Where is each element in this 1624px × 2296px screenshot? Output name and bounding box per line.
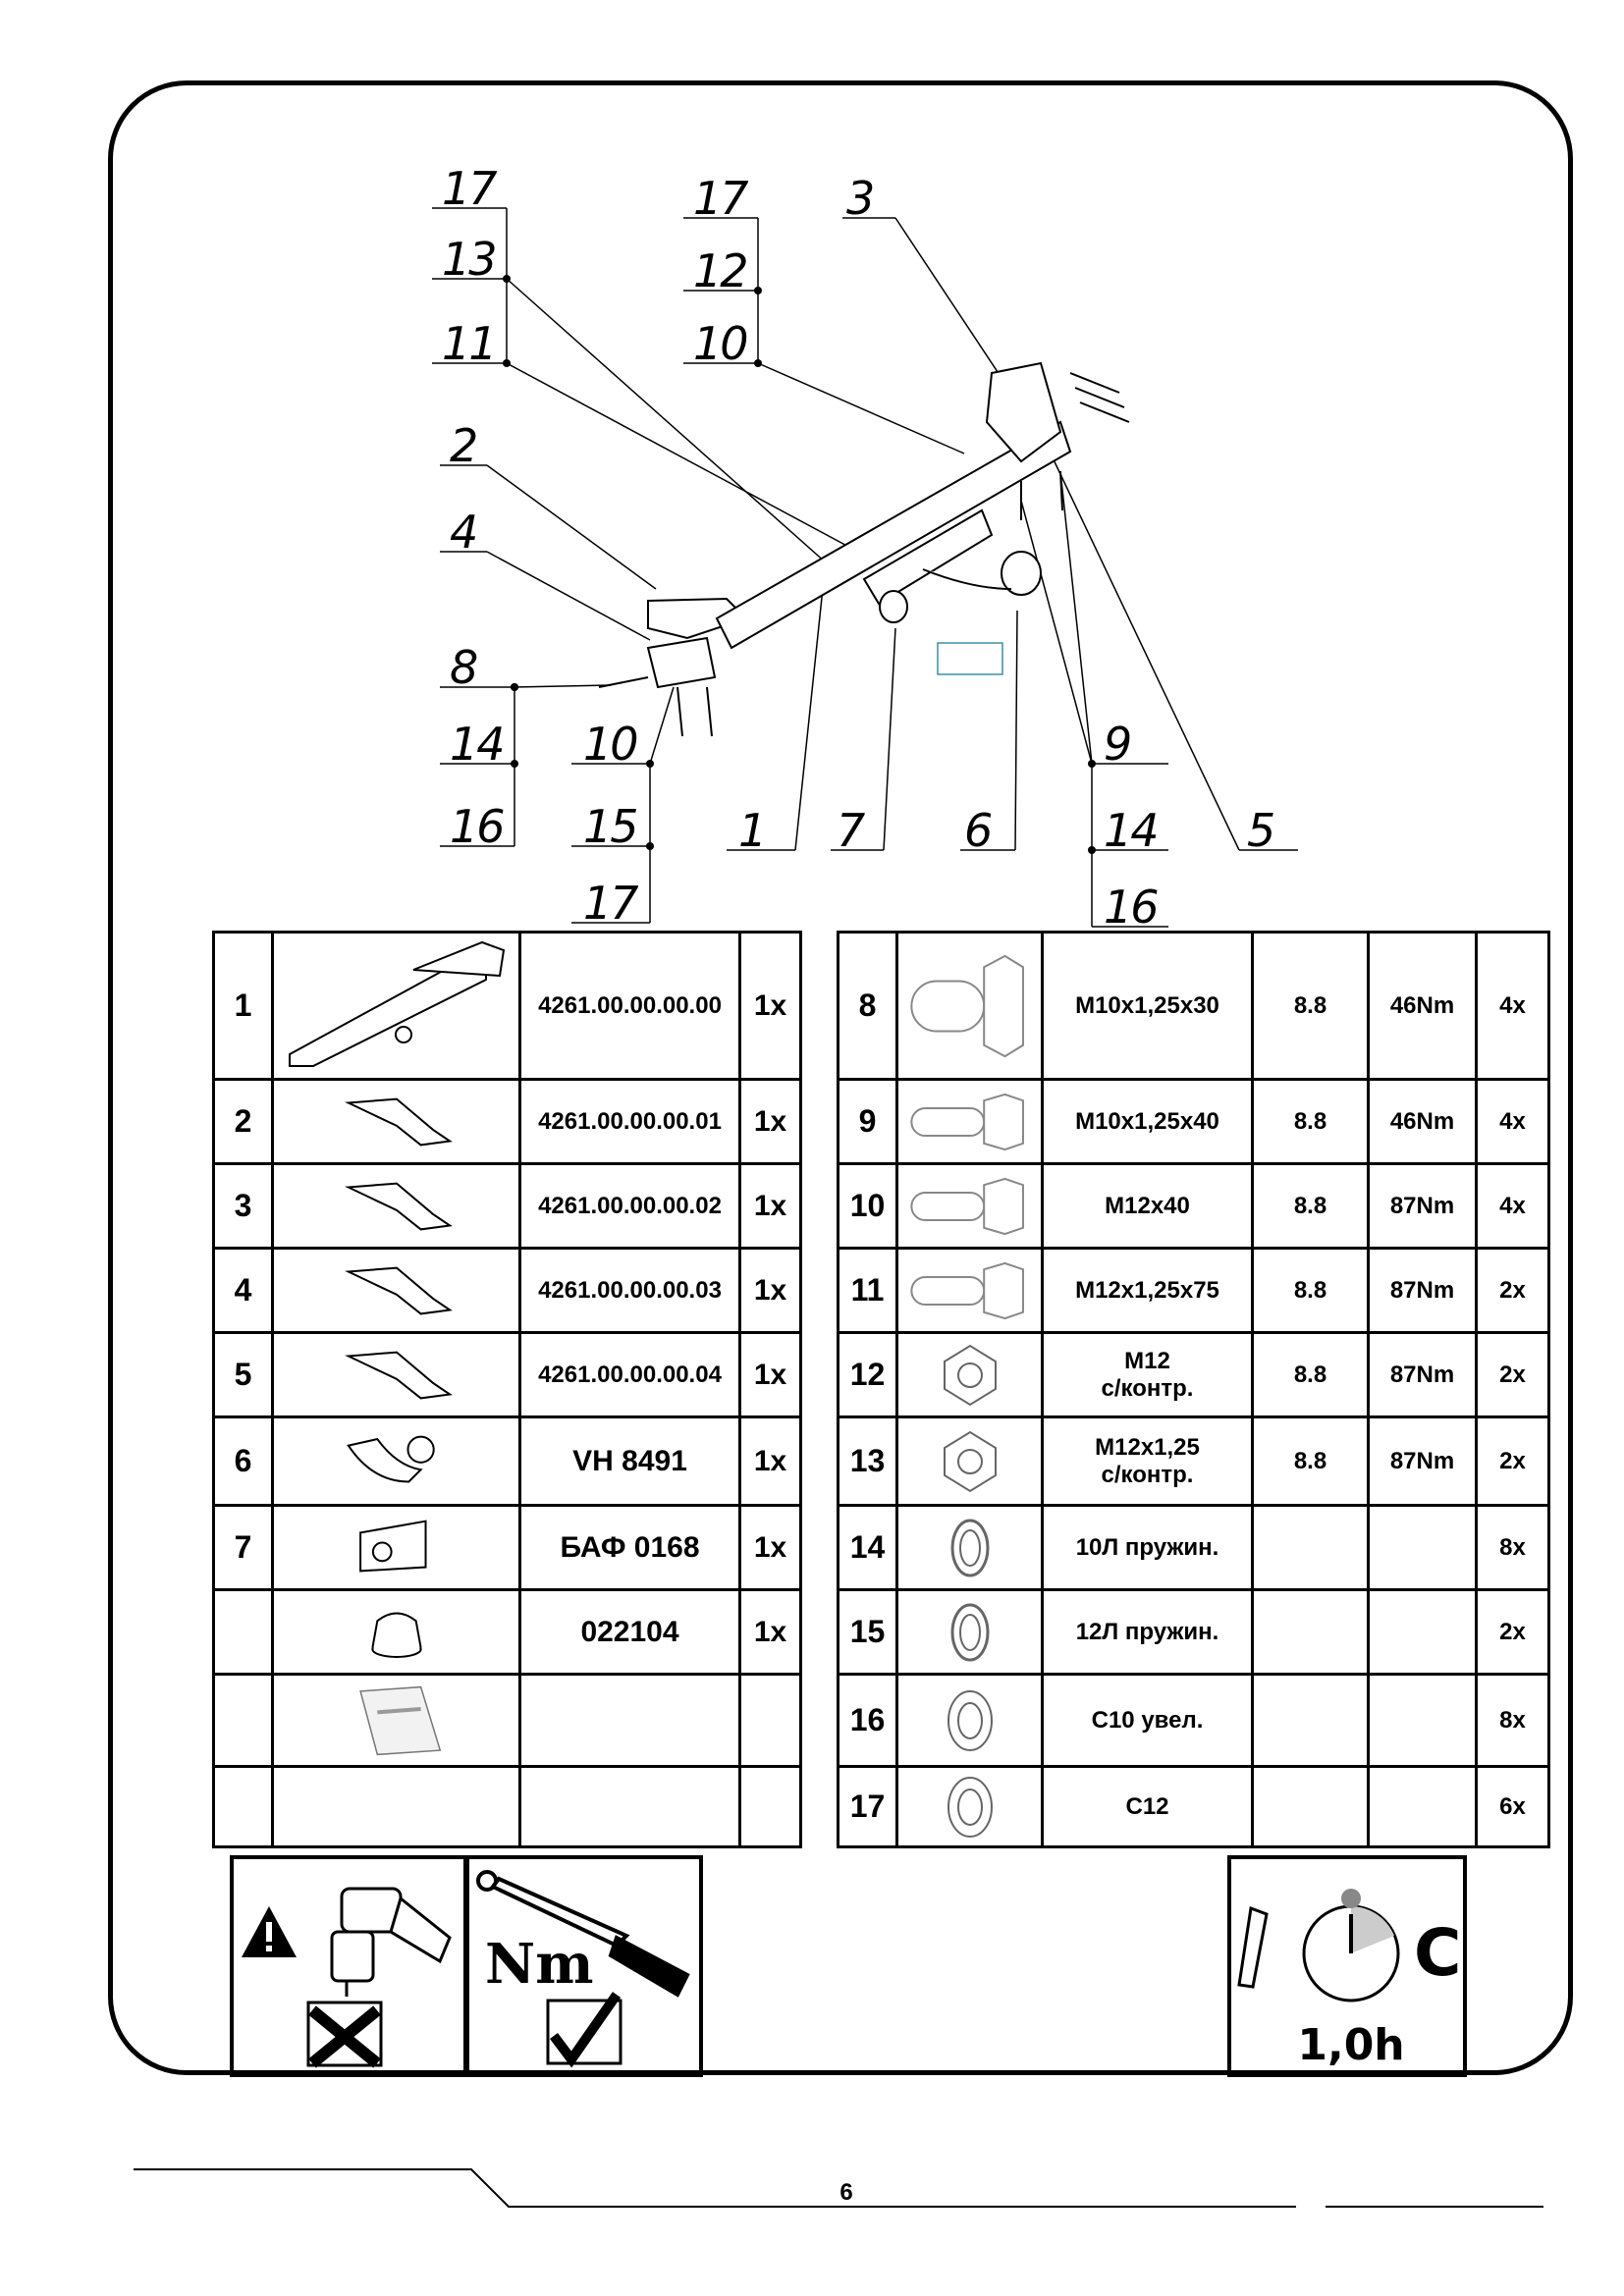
page-number: 6 <box>839 2179 853 2206</box>
bracket-icon <box>276 1337 517 1414</box>
callout-5: 5 <box>1247 804 1274 857</box>
hardware-row <box>839 1333 1549 1417</box>
part-picture <box>273 1590 520 1675</box>
part-quantity: 1x <box>740 933 801 1080</box>
part-code <box>520 1675 740 1767</box>
hardware-quantity: 4x <box>1477 1164 1549 1249</box>
hardware-spec-cell <box>1043 1417 1253 1506</box>
callout-8: 8 <box>450 641 477 694</box>
hardware-spec: M12x1,25 <box>1095 1433 1200 1461</box>
hardware-number: 12 <box>839 1333 897 1417</box>
callout-17: 17 <box>693 172 747 225</box>
socket-plate-icon <box>276 1510 517 1586</box>
part-number: 2 <box>214 1080 273 1164</box>
part-number <box>214 1675 273 1767</box>
part-quantity: 1x <box>740 1590 801 1675</box>
hardware-spec-cell <box>1043 1506 1253 1590</box>
tightening-torque: 87Nm <box>1369 1164 1477 1249</box>
torque-label: Nm <box>485 1932 594 1997</box>
callout-1: 1 <box>738 804 766 857</box>
part-row <box>214 1164 801 1249</box>
nut-icon <box>900 1337 1040 1414</box>
part-quantity: 1x <box>740 1506 801 1590</box>
bracket-icon <box>276 1168 517 1245</box>
part-picture <box>273 1506 520 1590</box>
part-quantity <box>740 1675 801 1767</box>
hardware-number: 8 <box>839 933 897 1080</box>
strength-class <box>1253 1675 1369 1767</box>
hardware-spec-cell <box>1043 1249 1253 1333</box>
part-code: БАФ 0168 <box>520 1506 740 1590</box>
tightening-torque <box>1369 1767 1477 1847</box>
hardware-quantity: 6x <box>1477 1767 1549 1847</box>
hardware-picture <box>897 1767 1043 1847</box>
callout-17: 17 <box>442 162 496 215</box>
strength-class <box>1253 1590 1369 1675</box>
part-row <box>214 1767 801 1847</box>
part-row <box>214 1675 801 1767</box>
hardware-spec: C12 <box>1125 1792 1169 1820</box>
hardware-row <box>839 1675 1549 1767</box>
callout-16: 16 <box>450 800 504 853</box>
hardware-spec-cell <box>1043 1767 1253 1847</box>
spring-washer-icon <box>900 1594 1040 1671</box>
part-quantity: 1x <box>740 1417 801 1506</box>
callout-15: 15 <box>583 800 637 853</box>
empty-cell <box>276 1771 517 1843</box>
part-row <box>214 1249 801 1333</box>
hardware-number: 11 <box>839 1249 897 1333</box>
manual-icon <box>276 1679 517 1763</box>
hardware-picture <box>897 1164 1043 1249</box>
part-quantity: 1x <box>740 1333 801 1417</box>
hardware-row <box>839 1249 1549 1333</box>
hardware-quantity: 8x <box>1477 1506 1549 1590</box>
hardware-picture <box>897 1506 1043 1590</box>
hardware-spec: M12 <box>1124 1347 1170 1374</box>
torque-wrench-box <box>465 1855 703 2077</box>
install-time-graphic <box>1231 1859 1463 2016</box>
hardware-spec-cell <box>1043 1590 1253 1675</box>
part-picture <box>273 1164 520 1249</box>
part-number: 6 <box>214 1417 273 1506</box>
hardware-picture <box>897 933 1043 1080</box>
strength-class <box>1253 1506 1369 1590</box>
nut-icon <box>900 1421 1040 1502</box>
tightening-torque <box>1369 1506 1477 1590</box>
part-picture <box>273 1767 520 1847</box>
ball-cap-icon <box>276 1594 517 1671</box>
spanner-icon <box>1239 1908 1267 1987</box>
hardware-spec-cell <box>1043 1675 1253 1767</box>
bracket-icon <box>276 1084 517 1160</box>
strength-class: 8.8 <box>1253 1417 1369 1506</box>
hardware-number: 17 <box>839 1767 897 1847</box>
callout-14: 14 <box>450 718 504 771</box>
part-row <box>214 1590 801 1675</box>
part-number: 5 <box>214 1333 273 1417</box>
tightening-torque <box>1369 1675 1477 1767</box>
part-code: VH 8491 <box>520 1417 740 1506</box>
part-row <box>214 1333 801 1417</box>
no-impact-wrench-box <box>230 1855 467 2077</box>
hardware-quantity: 4x <box>1477 1080 1549 1164</box>
hardware-row <box>839 1506 1549 1590</box>
hardware-number: 14 <box>839 1506 897 1590</box>
bolt-icon <box>900 936 1040 1076</box>
hardware-quantity: 2x <box>1477 1249 1549 1333</box>
hardware-quantity: 2x <box>1477 1333 1549 1417</box>
tow-ball-icon <box>276 1421 517 1502</box>
washer-icon <box>900 1679 1040 1763</box>
hardware-spec-cell <box>1043 1080 1253 1164</box>
part-picture <box>273 1249 520 1333</box>
part-code: 4261.00.00.00.01 <box>520 1080 740 1164</box>
hardware-quantity: 8x <box>1477 1675 1549 1767</box>
callout-2: 2 <box>450 419 477 472</box>
part-number <box>214 1590 273 1675</box>
callout-3: 3 <box>846 172 874 225</box>
part-picture <box>273 1080 520 1164</box>
spring-washer-icon <box>900 1510 1040 1586</box>
hardware-picture <box>897 1080 1043 1164</box>
part-row <box>214 1506 801 1590</box>
footer-rule <box>0 2150 1624 2228</box>
part-quantity: 1x <box>740 1249 801 1333</box>
callout-9: 9 <box>1104 718 1131 771</box>
part-code: 4261.00.00.00.00 <box>520 933 740 1080</box>
part-number <box>214 1767 273 1847</box>
hardware-spec: M12x40 <box>1105 1192 1190 1219</box>
install-time: 1,0h <box>1297 2020 1405 2070</box>
hardware-row <box>839 1417 1549 1506</box>
callout-14: 14 <box>1104 804 1158 857</box>
tightening-torque: 87Nm <box>1369 1249 1477 1333</box>
part-code: 4261.00.00.00.03 <box>520 1249 740 1333</box>
hardware-number: 10 <box>839 1164 897 1249</box>
torque-wrench-icon <box>469 1859 699 2073</box>
hardware-row <box>839 1164 1549 1249</box>
part-number: 1 <box>214 933 273 1080</box>
part-row <box>214 1080 801 1164</box>
hardware-quantity: 2x <box>1477 1590 1549 1675</box>
callout-12: 12 <box>693 244 747 297</box>
hardware-picture <box>897 1675 1043 1767</box>
exploded-diagram <box>0 0 1624 942</box>
bolt-icon <box>900 1168 1040 1245</box>
part-row <box>214 933 801 1080</box>
callout-11: 11 <box>442 317 496 370</box>
part-number: 4 <box>214 1249 273 1333</box>
hardware-spec: C10 увел. <box>1091 1706 1204 1734</box>
hardware-table <box>837 931 1550 1848</box>
hardware-picture <box>897 1333 1043 1417</box>
tightening-torque: 87Nm <box>1369 1333 1477 1417</box>
part-picture <box>273 1333 520 1417</box>
hardware-picture <box>897 1249 1043 1333</box>
part-code: 4261.00.00.00.02 <box>520 1164 740 1249</box>
hardware-number: 15 <box>839 1590 897 1675</box>
impact-wrench-icon <box>234 1859 463 2073</box>
hardware-row <box>839 1590 1549 1675</box>
hardware-spec-cell <box>1043 933 1253 1080</box>
hardware-spec: M10x1,25x40 <box>1075 1107 1219 1135</box>
callout-4: 4 <box>450 506 477 559</box>
strength-class: 8.8 <box>1253 933 1369 1080</box>
hardware-picture <box>897 1417 1043 1506</box>
part-picture <box>273 933 520 1080</box>
grade-letter: C <box>1414 1915 1462 1991</box>
hardware-spec-note: с/контр. <box>1101 1374 1194 1402</box>
hardware-spec: 10Л пружин. <box>1075 1533 1219 1561</box>
bolt-icon <box>900 1084 1040 1160</box>
part-code: 022104 <box>520 1590 740 1675</box>
hardware-number: 13 <box>839 1417 897 1506</box>
hardware-row <box>839 933 1549 1080</box>
callout-10: 10 <box>693 317 747 370</box>
part-quantity: 1x <box>740 1164 801 1249</box>
strength-class: 8.8 <box>1253 1080 1369 1164</box>
callout-16: 16 <box>1104 881 1158 934</box>
part-picture <box>273 1417 520 1506</box>
hardware-quantity: 2x <box>1477 1417 1549 1506</box>
strength-class: 8.8 <box>1253 1333 1369 1417</box>
tightening-torque: 87Nm <box>1369 1417 1477 1506</box>
part-number: 3 <box>214 1164 273 1249</box>
strength-class <box>1253 1767 1369 1847</box>
hardware-spec: 12Л пружин. <box>1075 1618 1219 1645</box>
part-code <box>520 1767 740 1847</box>
hardware-spec: M12x1,25x75 <box>1075 1276 1219 1304</box>
callout-10: 10 <box>583 718 637 771</box>
hardware-quantity: 4x <box>1477 933 1549 1080</box>
strength-class: 8.8 <box>1253 1249 1369 1333</box>
bolt-icon <box>900 1253 1040 1329</box>
callout-13: 13 <box>442 233 496 286</box>
hardware-picture <box>897 1590 1043 1675</box>
hardware-spec: M10x1,25x30 <box>1075 991 1219 1019</box>
callout-7: 7 <box>837 804 864 857</box>
tightening-torque: 46Nm <box>1369 933 1477 1080</box>
hardware-number: 16 <box>839 1675 897 1767</box>
tightening-torque: 46Nm <box>1369 1080 1477 1164</box>
tightening-torque <box>1369 1590 1477 1675</box>
part-code: 4261.00.00.00.04 <box>520 1333 740 1417</box>
hardware-spec-note: с/контр. <box>1101 1461 1194 1488</box>
hardware-spec-cell <box>1043 1333 1253 1417</box>
washer-icon <box>900 1771 1040 1843</box>
part-number: 7 <box>214 1506 273 1590</box>
strength-class: 8.8 <box>1253 1164 1369 1249</box>
parts-table <box>212 931 802 1848</box>
callout-6: 6 <box>964 804 992 857</box>
hardware-row <box>839 1767 1549 1847</box>
part-quantity: 1x <box>740 1080 801 1164</box>
hardware-number: 9 <box>839 1080 897 1164</box>
hardware-row <box>839 1080 1549 1164</box>
part-picture <box>273 1675 520 1767</box>
part-quantity <box>740 1767 801 1847</box>
towbar-frame-icon <box>276 936 517 1076</box>
hardware-spec-cell <box>1043 1164 1253 1249</box>
part-row <box>214 1417 801 1506</box>
callout-17: 17 <box>583 877 637 930</box>
bracket-icon <box>276 1253 517 1329</box>
